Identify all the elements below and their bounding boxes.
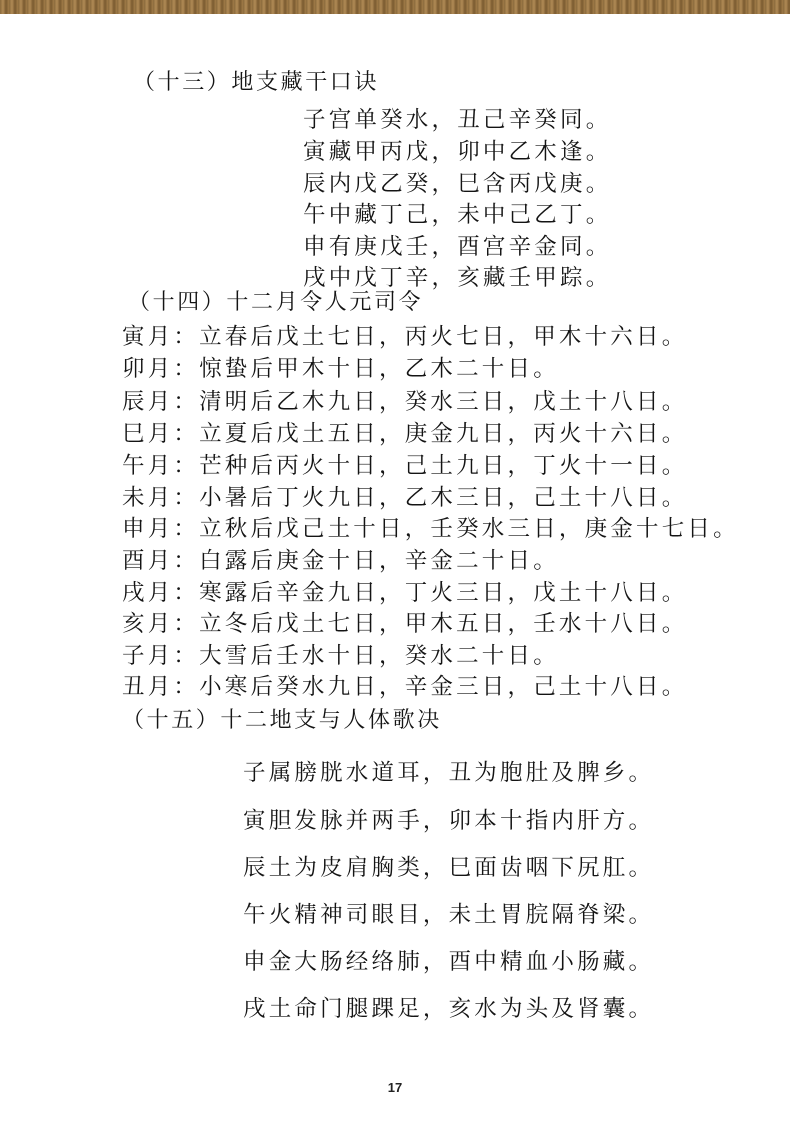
month-line: 酉月：白露后庚金十日，辛金二十日。 — [122, 548, 559, 574]
month-line: 申月：立秋后戊己土十日，壬癸水三日，庚金十七日。 — [122, 516, 739, 542]
verse-line: 戌土命门腿踝足，亥水为头及肾囊。 — [243, 996, 655, 1022]
verse-line: 寅藏甲丙戊，卯中乙木逢。 — [303, 139, 612, 165]
page-number: 17 — [387, 1080, 403, 1095]
month-line: 巳月：立夏后戊土五日，庚金九日，丙火十六日。 — [122, 421, 688, 447]
month-line: 亥月：立冬后戊土七日，甲木五日，壬水十八日。 — [122, 611, 688, 637]
month-line: 未月：小暑后丁火九日，乙木三日，己土十八日。 — [122, 485, 688, 511]
section-heading-15: （十五）十二地支与人体歌决 — [122, 708, 442, 733]
verse-line: 子属膀胱水道耳，丑为胞肚及脾乡。 — [243, 760, 655, 786]
verse-line: 午火精神司眼目，未土胃脘隔脊梁。 — [243, 902, 655, 928]
verse-line: 戌中戊丁辛，亥藏壬甲踪。 — [303, 265, 612, 291]
month-line: 午月：芒种后丙火十日，己土九日，丁火十一日。 — [122, 453, 688, 479]
month-line: 辰月：清明后乙木九日，癸水三日，戊土十八日。 — [122, 389, 688, 415]
month-line: 丑月：小寒后癸水九日，辛金三日，己土十八日。 — [122, 674, 688, 700]
verse-line: 子宫单癸水，丑己辛癸同。 — [303, 107, 612, 133]
month-line: 子月：大雪后壬水十日，癸水二十日。 — [122, 643, 559, 669]
verse-line: 申金大肠经络肺，酉中精血小肠藏。 — [243, 949, 655, 975]
verse-line: 申有庚戊壬，酉宫辛金同。 — [303, 234, 612, 260]
section-heading-13: （十三）地支藏干口诀 — [133, 70, 380, 95]
verse-line: 辰内戊乙癸，巳含丙戊庚。 — [303, 171, 612, 197]
month-line: 卯月：惊蛰后甲木十日，乙木二十日。 — [122, 356, 559, 382]
verse-line: 辰土为皮肩胸类，巳面齿咽下尻肛。 — [243, 855, 655, 881]
verse-line: 寅胆发脉并两手，卯本十指内肝方。 — [243, 808, 655, 834]
section-heading-14: （十四）十二月令人元司令 — [128, 290, 424, 315]
month-line: 寅月：立春后戊土七日，丙火七日，甲木十六日。 — [122, 324, 688, 350]
month-line: 戌月：寒露后辛金九日，丁火三日，戊土十八日。 — [122, 580, 688, 606]
verse-line: 午中藏丁己，未中己乙丁。 — [303, 202, 612, 228]
